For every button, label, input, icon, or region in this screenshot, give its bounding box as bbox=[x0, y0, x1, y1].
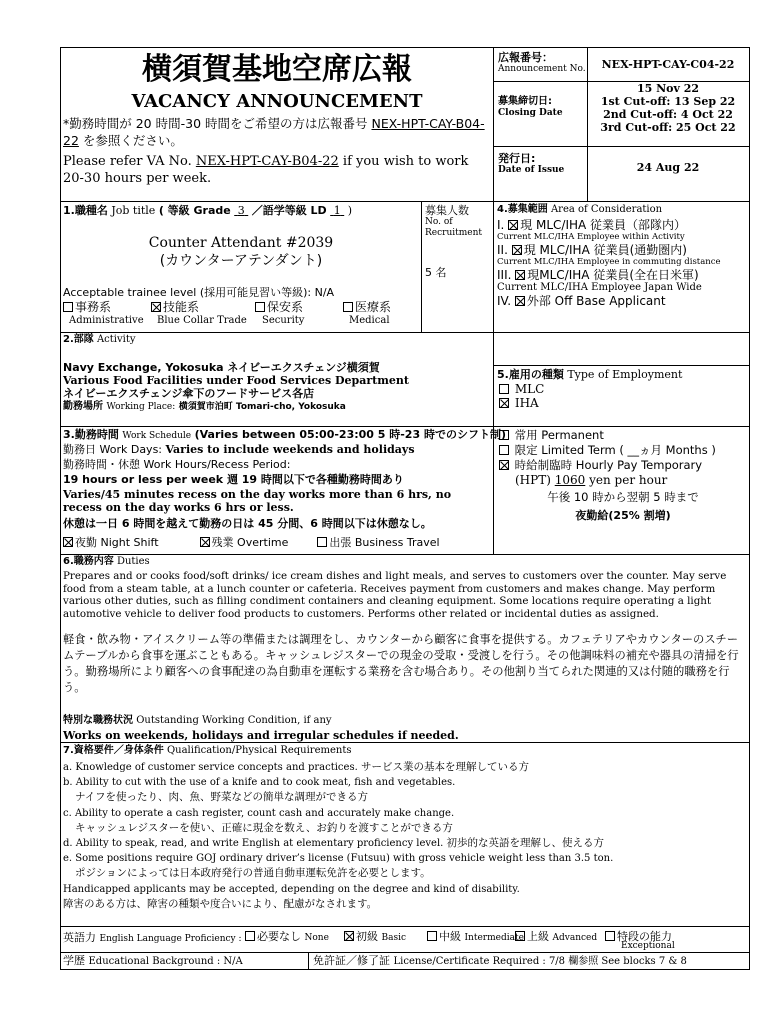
category-blue-collar[interactable]: 技能系 bbox=[151, 300, 199, 314]
area-item-2[interactable]: II. 現 MLC/IHA 従業員(通勤圏内) bbox=[497, 243, 687, 257]
checkbox[interactable] bbox=[63, 537, 73, 547]
area-item-4[interactable]: IV. 外部 Off Base Applicant bbox=[497, 294, 666, 308]
employment-iha[interactable]: IHA bbox=[499, 396, 544, 410]
checkbox[interactable] bbox=[515, 931, 525, 941]
checkbox[interactable] bbox=[512, 245, 522, 255]
checkbox[interactable] bbox=[63, 302, 73, 312]
trainee-level: Acceptable trainee level (採用可能見習い等級): N/A bbox=[63, 286, 335, 299]
special-condition: Works on weekends, holidays and irregular schedules if needed. bbox=[63, 729, 459, 742]
closing-dates: 15 Nov 22 1st Cut-off: 13 Sep 22 2nd Cut-off: 4 Oct 22 3rd Cut-off: 25 Oct 22 bbox=[600, 82, 736, 134]
duties-jp: 軽食・飲み物・アイスクリーム等の準備または調理をし、カウンターから顧客に食事を提供する。カフェテリアやカウンターのスチームテーブルから食事を運ぶこともある。キャッシュレジスターでの現金の受取・受渡しを行う。その他調味料の補充や器具の清掃を行う。勤務場所により顧客への食事配達の為自動車を運転する業務を含む場合あり。その他割り当てられた関連的又は付随的職務を行う。 bbox=[63, 633, 739, 694]
recess-en: Varies/45 minutes recess on the day works more than 6 hrs, no recess on the day works 6 hrs or less. bbox=[63, 488, 452, 514]
hpt-rate: (HPT) 1060 yen per hour bbox=[515, 473, 668, 487]
category-medical[interactable]: 医療系 bbox=[343, 300, 391, 314]
employment-mlc[interactable]: MLC bbox=[499, 382, 544, 396]
area-list: I. 現 MLC/IHA 従業員（部隊内） Current MLC/IHA Employee within Activity II. 現 MLC/IHA 従業員(通勤圏内) Current MLC/IHA Employee in commuting distance III. 現MLC/IHA 従業員(全在日米軍) Current MLC/IHA Employee Japan Wide IV. 外部 Off Base Applicant bbox=[497, 218, 747, 308]
work-hours: 19 hours or less per week 週 19 時間以下で各種勤務時間あり bbox=[63, 473, 404, 486]
checkbox[interactable] bbox=[499, 445, 509, 455]
checkbox[interactable] bbox=[427, 931, 437, 941]
qualification-e: e. Some positions require GOJ ordinary driver’s license (Futsuu) with gross vehicle weight less than 3.5 ton. bbox=[63, 853, 614, 865]
term-limited[interactable]: 限定 Limited Term ( __ヵ月 Months ) bbox=[499, 443, 747, 458]
category-administrative[interactable]: 事務系 bbox=[63, 300, 111, 314]
employment-types bbox=[499, 382, 544, 410]
checkbox[interactable] bbox=[344, 931, 354, 941]
night-hours: 午後 10 時から翌朝 5 時まで bbox=[547, 490, 699, 504]
license: 免許証／修了証 License/Certificate Required : 7/8 欄参照 See blocks 7 & 8 bbox=[313, 954, 687, 967]
checkbox[interactable] bbox=[515, 296, 525, 306]
english-none[interactable]: 必要なし None bbox=[245, 928, 329, 944]
vacancy-announcement-form bbox=[60, 47, 750, 970]
job-title-label: 1.職種名 Job title ( 等級 Grade 3 ／語学等級 LD 1 ) bbox=[63, 204, 352, 217]
flag-overtime[interactable]: 残業 Overtime bbox=[200, 536, 289, 549]
handicap-jp: 障害のある方は、障害の種類や度合いにより、配慮がなされます。 bbox=[63, 897, 378, 910]
area-item-3[interactable]: III. 現MLC/IHA 従業員(全在日米軍) bbox=[497, 268, 699, 282]
night-pay: 夜勤給(25% 割増) bbox=[575, 509, 671, 522]
page-title-en: VACANCY ANNOUNCEMENT bbox=[131, 91, 423, 112]
english-basic[interactable]: 初級 Basic bbox=[344, 928, 406, 944]
handicap-en: Handicapped applicants may be accepted, depending on the degree and kind of disability. bbox=[63, 883, 520, 895]
employment-label: 5.雇用の種類 Type of Employment bbox=[497, 368, 683, 381]
checkbox[interactable] bbox=[605, 931, 615, 941]
english-exceptional[interactable]: 特段の能力 bbox=[605, 928, 672, 944]
term-hourly[interactable]: 時給制臨時 Hourly Pay Temporary bbox=[499, 458, 747, 473]
checkbox[interactable] bbox=[499, 398, 509, 408]
issue-date-label: 発行日: Date of Issue bbox=[498, 152, 565, 175]
area-item-1[interactable]: I. 現 MLC/IHA 従業員（部隊内） bbox=[497, 218, 687, 232]
qualification-label: 7.資格要件／身体条件 Qualification/Physical Requirements bbox=[63, 745, 352, 756]
duties-en: Prepares and or cooks food/soft drinks/ ice cream dishes and light meals, and serves to customers over the counter. May serve food from a steam table, at a lunch counter or cafeteria. Receives payment from customers and makes change. May perform various other duties, such as filling condiment containers and cleaning equipment. Some locations require operating a light automotive vehicle to deliver food products to customers. Performs other related or incidental duties as assigned. bbox=[63, 570, 727, 620]
qualification-a: a. Knowledge of customer service concepts and practices. サービス業の基本を理解している方 bbox=[63, 761, 529, 773]
flag-night-shift[interactable]: 夜勤 Night Shift bbox=[63, 536, 159, 549]
announcement-no: NEX-HPT-CAY-C04-22 bbox=[601, 58, 735, 71]
closing-date-label: 募集締切日: Closing Date bbox=[498, 96, 563, 118]
checkbox[interactable] bbox=[317, 537, 327, 547]
work-days: 勤務日 Work Days: Varies to include weekends and holidays bbox=[63, 443, 415, 456]
recess-jp: 休憩は一日 6 時間を越えて勤務の日は 45 分間、6 時間以下は休憩なし。 bbox=[63, 517, 432, 530]
flag-business-travel[interactable]: 出張 Business Travel bbox=[317, 536, 439, 549]
checkbox[interactable] bbox=[515, 270, 525, 280]
qualification-list: a. Knowledge of customer service concepts and practices. サービス業の基本を理解している方 b. Ability to cut with the use of a knife and to cook meat, fish and vegetables. ナイフを使ったり、肉、魚、野菜などの簡単な調理ができる方 c. Ability to operate a cash register, count cash and accurately make change. キャッシュレジスターを使い、正確に現金を数え、お釣りを渡すことができる方 d. Ability to speak, read, and write English at elementary proficiency level. 初歩的な英語を理解し、使える方 e. Some positions require GOJ ordinary driver’s license (Futsuu) with gross vehicle weight less than 3.5 ton. ポジションによっては日本政府発行の普通自動車運転免許を必要とします。 Handicapped applicants may be accepted, depending on the degree and kind of disability. 障害のある方は、障害の種類や度合いにより、配慮がなされます。 bbox=[63, 760, 745, 912]
announcement-no-label: 広報番号： Announcement No. bbox=[498, 51, 586, 74]
english-proficiency: 英語力 English Language Proficiency : 必要なし None 初級 Basic 中級 Intermediate 上級 Advanced 特段の能力 Exceptional bbox=[63, 930, 675, 951]
qualification-b: b. Ability to cut with the use of a knife and to cook meat, fish and vegetables. bbox=[63, 777, 456, 789]
checkbox[interactable] bbox=[245, 931, 255, 941]
work-hours-label: 勤務時間・休憩 Work Hours/Recess Period: bbox=[63, 458, 291, 471]
note-jp: *勤務時間が 20 時間-30 時間をご希望の方は広報番号 NEX-HPT-CAY-B04-22 を参照ください。 bbox=[63, 116, 485, 148]
page-title-jp: 横須賀基地空席広報 bbox=[142, 52, 412, 87]
qualification-c: c. Ability to operate a cash register, count cash and accurately make change. bbox=[63, 807, 455, 819]
duties-label: 6.職務内容 Duties bbox=[63, 556, 150, 567]
checkbox[interactable] bbox=[151, 302, 161, 312]
activity-detail: Navy Exchange, Yokosuka ネイビーエクスチェンジ横須賀 Various Food Facilities under Food Services Department ネイビーエクスチェンジ傘下のフードサービス各店 勤務場所 Working Place: 横須賀市泊町 Tomari-cho, Yokosuka bbox=[63, 361, 409, 412]
checkbox[interactable] bbox=[200, 537, 210, 547]
recruitment-label: 募集人数 No. of Recruitment bbox=[425, 204, 483, 238]
education: 学歴 Educational Background : N/A bbox=[63, 954, 243, 967]
schedule-flags bbox=[63, 536, 440, 549]
special-condition-label: 特別な職務状況 Outstanding Working Condition, if any bbox=[63, 715, 332, 726]
checkbox[interactable] bbox=[255, 302, 265, 312]
issue-date: 24 Aug 22 bbox=[636, 161, 700, 174]
checkbox[interactable] bbox=[499, 460, 509, 470]
qualification-d: d. Ability to speak, read, and write English at elementary proficiency level. 初歩的な英語を理解し、使える方 bbox=[63, 837, 605, 850]
recruitment-count: 5 名 bbox=[425, 266, 447, 279]
english-advanced[interactable]: 上級 Advanced bbox=[515, 928, 597, 944]
job-title: Counter Attendant #2039 (カウンターアテンダント) bbox=[148, 235, 334, 269]
checkbox[interactable] bbox=[343, 302, 353, 312]
activity-label: 2.部隊 Activity bbox=[63, 334, 136, 345]
checkbox[interactable] bbox=[499, 384, 509, 394]
employment-terms bbox=[499, 428, 747, 526]
english-intermediate[interactable]: 中級 Intermediate bbox=[427, 928, 524, 944]
checkbox[interactable] bbox=[508, 220, 518, 230]
category-security[interactable]: 保安系 bbox=[255, 300, 303, 314]
schedule-headline: 3.勤務時間 Work Schedule (Varies between 05:00-23:00 5 時-23 時でのシフト制) bbox=[63, 428, 506, 441]
area-label: 4.募集範囲 Area of Consideration bbox=[497, 204, 663, 215]
term-permanent[interactable]: 常用 Permanent bbox=[499, 428, 747, 443]
note-en: Please refer VA No. NEX-HPT-CAY-B04-22 if you wish to work 20-30 hours per week. bbox=[63, 154, 469, 186]
job-category-checkboxes: 事務系 Administrative 技能系 Blue Collar Trade 保安系 Security 医療系 Medical bbox=[63, 300, 419, 330]
